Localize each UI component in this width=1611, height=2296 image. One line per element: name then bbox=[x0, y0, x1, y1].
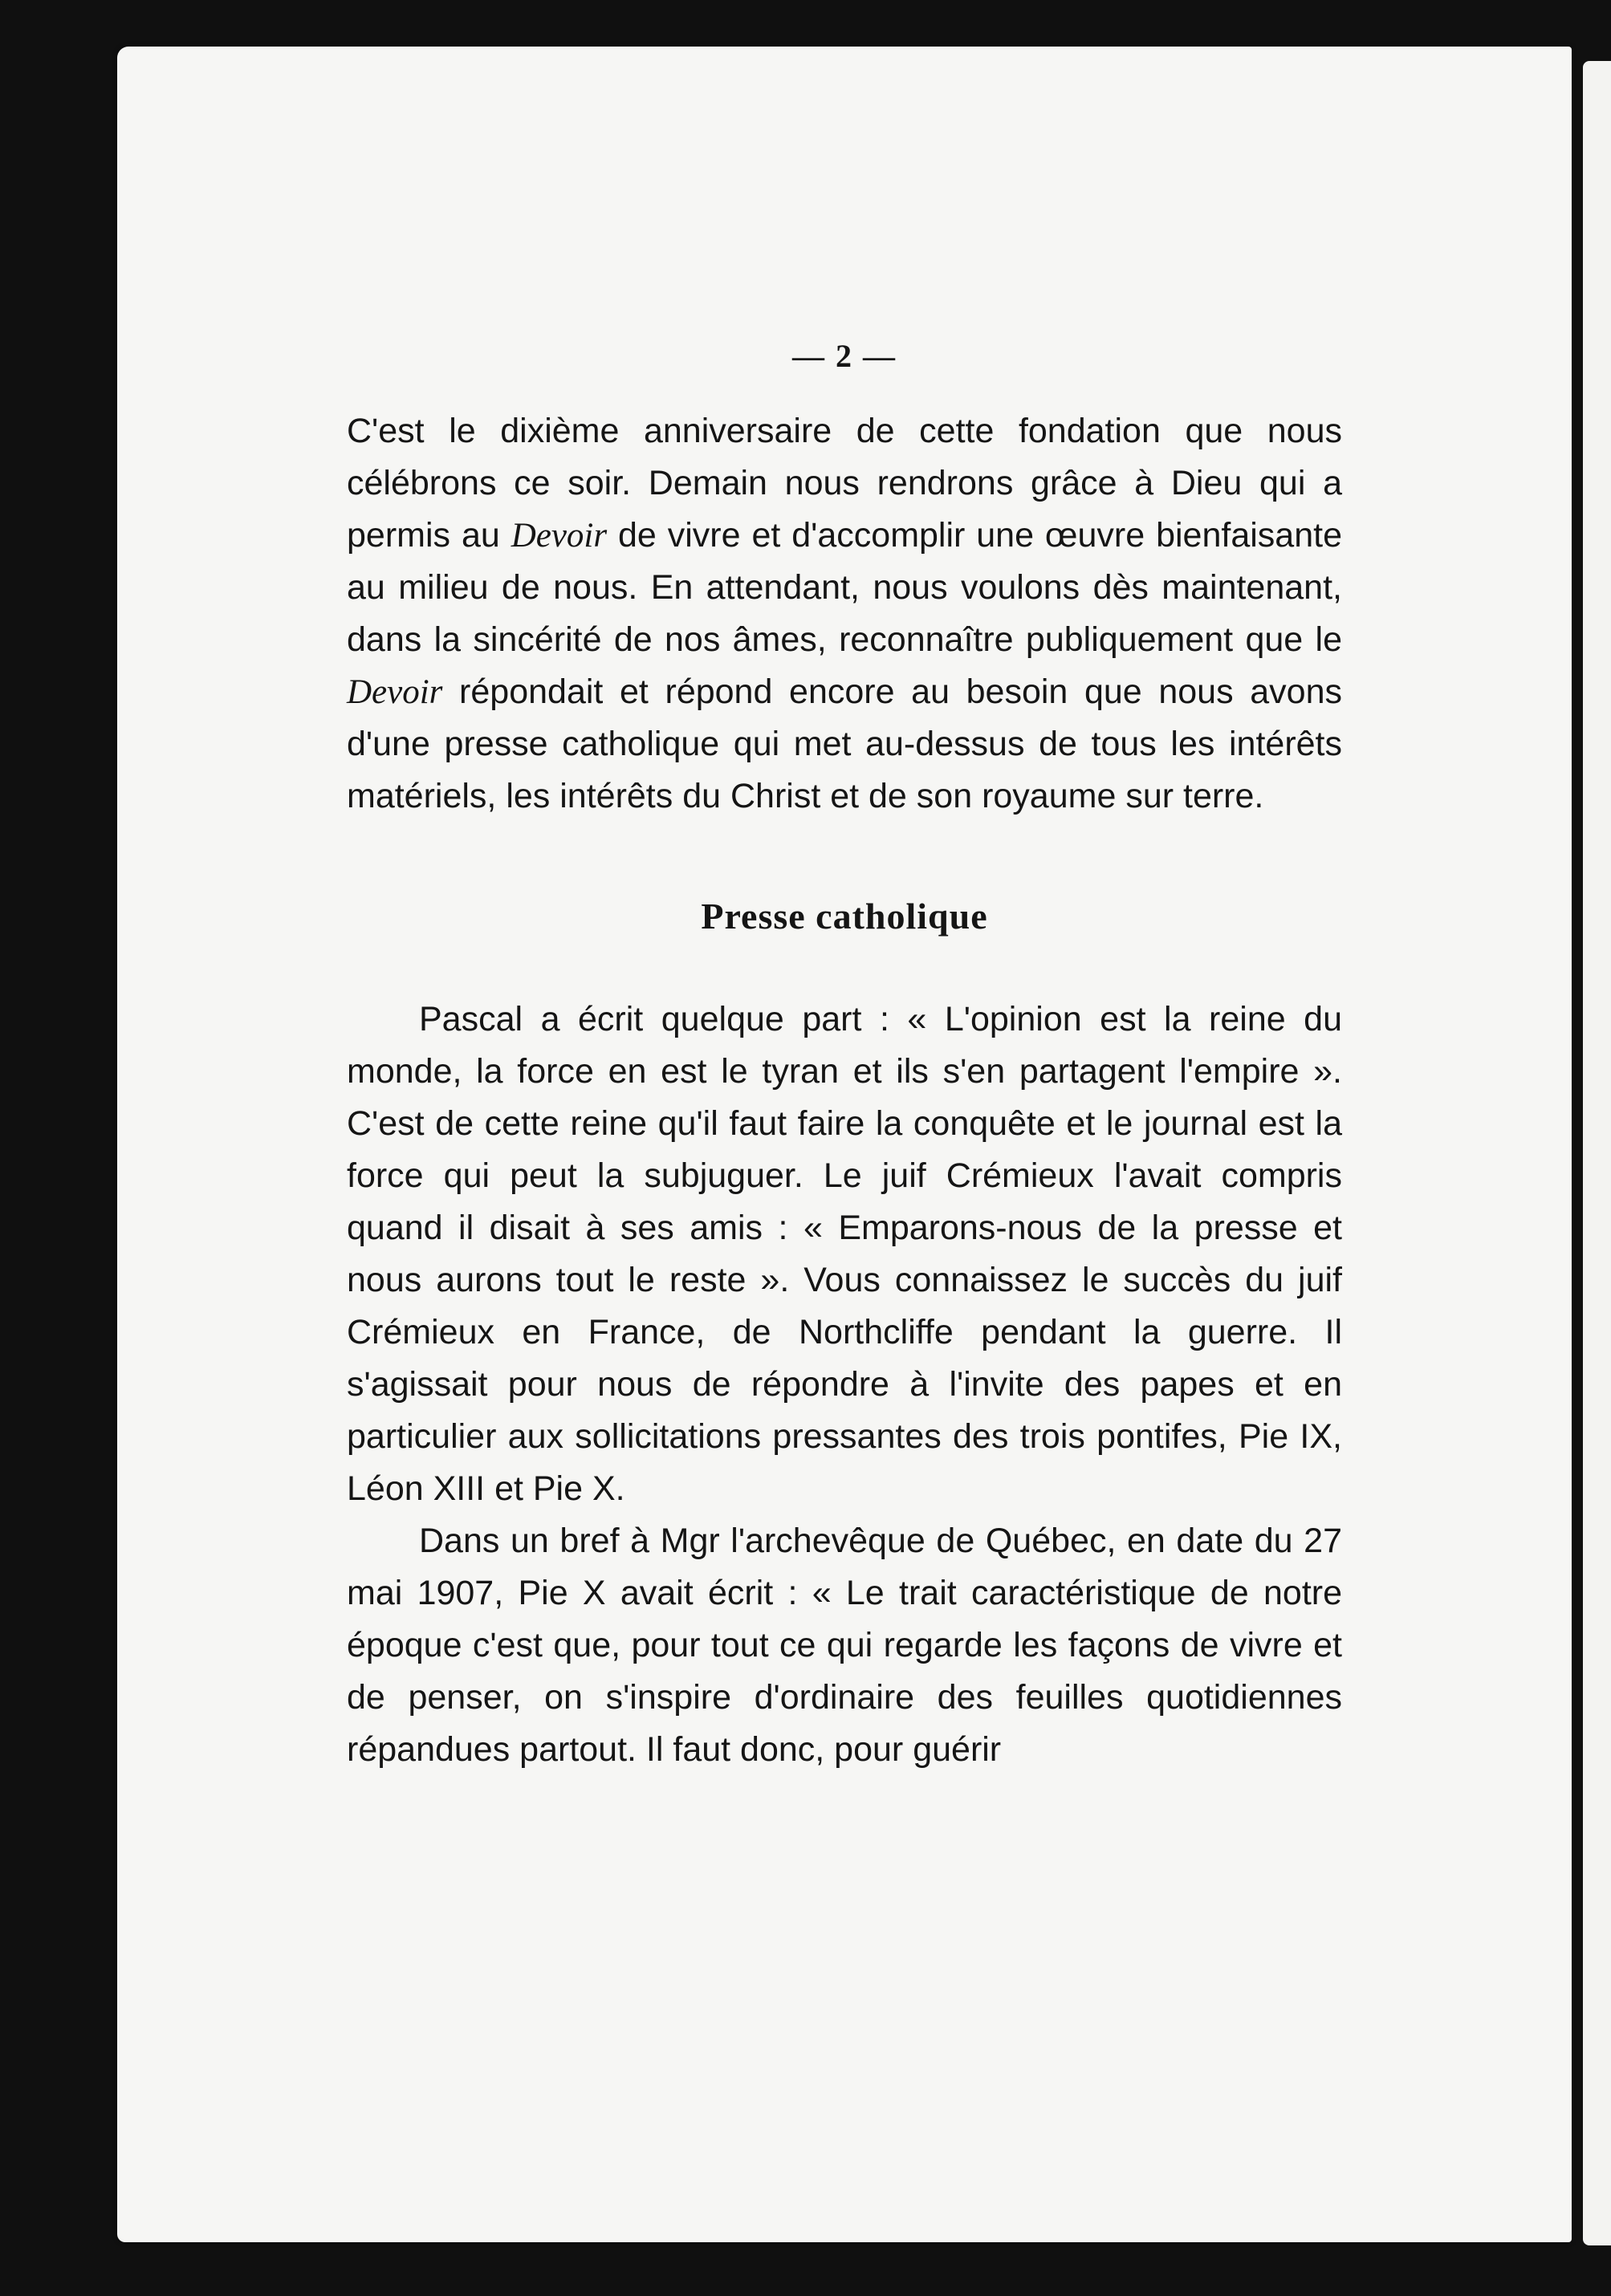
paragraph-intro-part-1: C'est le dixième anniversaire de cette fondation que nous célébrons ce soir. Demain nous rendrons grâce à Dieu qui a permis au bbox=[347, 412, 1342, 555]
page-number: — 2 — bbox=[792, 338, 897, 374]
newspaper-title-devoir: Devoir bbox=[511, 517, 608, 555]
paragraph-intro bbox=[347, 405, 1342, 823]
page-body bbox=[347, 337, 1342, 1776]
section-heading: Presse catholique bbox=[701, 896, 988, 937]
paragraph-intro-part-3: répondait et répond encore au besoin que nous avons d'une presse catholique qui met au-dessus de tous les intérêts matériels, les intérêts du Christ et de son royaume sur terre. bbox=[347, 673, 1342, 815]
paragraph-intro-part-2: de vivre et d'accomplir une œuvre bienfaisante au milieu de nous. En attendant, nous voulons dès maintenant, dans la sincérité de nos âmes, reconnaître publiquement que le bbox=[347, 516, 1342, 659]
newspaper-title-devoir-2: Devoir bbox=[347, 673, 443, 711]
paragraph-pie-x: Dans un bref à Mgr l'archevêque de Québec, en date du 27 mai 1907, Pie X avait écrit : « Le trait caractéristique de notre époque c'est que, pour tout ce qui regarde les façons de vivre et de penser, on s'inspire d'ordinaire des feuilles quotidiennes répandues partout. Il faut donc, pour guérir bbox=[347, 1522, 1342, 1769]
adjacent-page-edge bbox=[1583, 61, 1611, 2245]
paragraph-pascal: Pascal a écrit quelque part : « L'opinion est la reine du monde, la force en est le tyran et ils s'en partagent l'empire ». C'est de cette reine qu'il faut faire la conquête et le journal est la force qui peut la subjuguer. Le juif Crémieux l'avait compris quand il disait à ses amis : « Emparons-nous de la presse et nous aurons tout le reste ». Vous connaissez le succès du juif Crémieux en France, de Northcliffe pendant la guerre. Il s'agissait pour nous de répondre à l'invite des papes et en particulier aux sollicitations pressantes des trois pontifes, Pie IX, Léon XIII et Pie X. bbox=[347, 1000, 1342, 1508]
